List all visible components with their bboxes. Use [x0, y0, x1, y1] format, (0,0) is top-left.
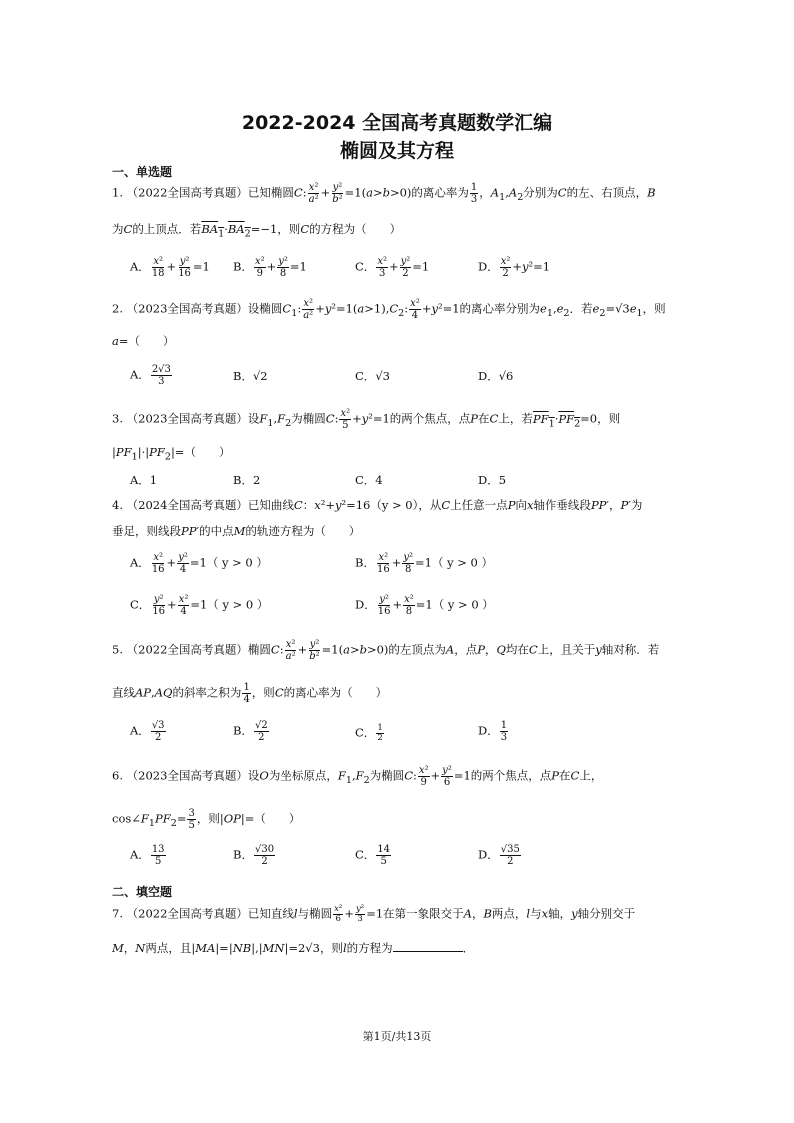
q3-option-c[interactable]: C．4: [355, 473, 383, 487]
q5-option-a[interactable]: A． $\frac{√3}{2}$: [130, 720, 165, 743]
q3-option-a[interactable]: A．1: [130, 473, 158, 487]
q4-option-a[interactable]: A． $\frac{\text{x²}}{16}$ + $\frac{\text{y²}}{4}$ =1（ y > 0 ）: [130, 552, 268, 575]
question-1: 1. （2022全国高考真题）已知椭圆C: $\frac{\text{x²}}{\text{a²}}$ + $\frac{\text{y²}}{\text{b²}}$ =1(a>b>0)的离心率为 $\frac{1}{3}$ ，$A_1,A_2$分别为C的左、右顶点，B: [112, 182, 656, 205]
q3-option-d[interactable]: D．5: [478, 473, 507, 487]
q1-option-d[interactable]: D． $\frac{\text{x²}}{2}$ +y²=1: [478, 256, 551, 279]
question-6: 6. （2023全国高考真题）设O为坐标原点，$F_1,F_2$为椭圆C: $\frac{\text{x²}}{9}$ + $\frac{\text{y²}}{6}$ =1的两个焦点，点P在C上，: [112, 765, 603, 788]
question-1-line-2: 为C的上顶点．若$BA_1\cdot BA_2=-1$，则C的方程为（ ）: [112, 222, 402, 240]
q1-option-c[interactable]: C． $\frac{\text{x²}}{3}$ + $\frac{\text{y²}}{2}$ =1: [355, 256, 430, 279]
q6-option-b[interactable]: B． $\frac{√30}{2}$: [233, 844, 275, 867]
question-5-line-2: 直线AP,AQ的斜率之积为 $\frac{1}{4}$ ，则C的离心率为（ ）: [112, 682, 388, 705]
q2-option-a[interactable]: A． $\frac{2√3}{3}$: [130, 364, 171, 387]
question-2: 2. （2023全国高考真题）设椭圆$C_1$: $\frac{\text{x²}}{\text{a²}}$ $+y^2=1(a>1),C_2$: $\frac{\text{x²}}{4}$ +y²=1的离心率分别为$e_1,e_2$．若$e_2=√3e_1$，则: [112, 298, 666, 321]
question-5: 5. （2022全国高考真题）椭圆C: $\frac{\text{x²}}{\text{a²}}$ + $\frac{\text{y²}}{\text{b²}}$ =1(a>b>0)的左顶点为A，点P，Q均在C上，且关于y轴对称．若: [112, 639, 660, 662]
q6-option-c[interactable]: C． $\frac{14}{5}$: [355, 844, 391, 867]
q6-option-d[interactable]: D． $\frac{√35}{2}$: [478, 844, 520, 867]
q5-option-d[interactable]: D． $\frac{1}{3}$: [478, 720, 508, 743]
q6-option-a[interactable]: A． $\frac{13}{5}$: [130, 844, 165, 867]
page-footer: 第1页/共13页: [362, 1030, 432, 1043]
question-6-line-2: $\cos\angle F_1PF_2=$ $\frac{3}{5}$ ，则|OP|=（ ）: [112, 808, 301, 831]
q1-option-b[interactable]: B． $\frac{\text{x²}}{9}$ + $\frac{\text{y²}}{8}$ =1: [233, 256, 307, 279]
q2-option-c[interactable]: C．√3: [355, 369, 390, 383]
question-4-line-2: 垂足，则线段PP′的中点M的轨迹方程为（ ）: [112, 524, 361, 538]
question-2-line-2: a=（ ）: [112, 334, 175, 348]
q4-option-d[interactable]: D． $\frac{\text{y²}}{16}$ + $\frac{\text{x²}}{8}$ =1（ y > 0 ）: [355, 594, 494, 617]
answer-blank[interactable]: [393, 951, 463, 952]
q2-option-b[interactable]: B．√2: [233, 369, 268, 383]
q5-option-c[interactable]: C． $\frac{1}{2}$: [355, 723, 383, 743]
document-title: 2022-2024 全国高考真题数学汇编: [241, 112, 553, 134]
question-7-line-2: M，N两点，且|MA|=|NB|,|MN|=2√3，则l的方程为 ．: [112, 941, 475, 955]
question-4: 4. （2024全国高考真题）已知曲线C：x²+y²=16（y > 0），从C上任意一点P向x轴作垂线段PP′，P′为: [112, 498, 643, 512]
q4-option-b[interactable]: B． $\frac{\text{x²}}{16}$ + $\frac{\text{y²}}{8}$ =1（ y > 0 ）: [355, 552, 494, 575]
question-3-line-2: $|PF_1|\cdot|PF_2|=$（ ）: [112, 445, 231, 463]
section-heading-fill-in: 二、填空题: [112, 885, 173, 899]
q5-option-b[interactable]: B． $\frac{√2}{2}$: [233, 720, 268, 743]
document-subtitle: 椭圆及其方程: [339, 140, 454, 162]
q4-option-c[interactable]: C． $\frac{\text{y²}}{16}$ + $\frac{\text{x²}}{4}$ =1（ y > 0 ）: [130, 594, 269, 617]
q1-option-a[interactable]: A． $\frac{\text{x²}}{18}$ + $\frac{\text{y²}}{16}$ =1: [130, 256, 210, 279]
q3-option-b[interactable]: B．2: [233, 473, 261, 487]
q2-option-d[interactable]: D．√6: [478, 369, 514, 383]
question-3: 3. （2023全国高考真题）设$F_1,F_2$为椭圆C: $\frac{\text{x²}}{5}$ +y²=1的两个焦点，点P在C上，若$PF_1\cdot PF_2=0$，则: [112, 408, 621, 431]
question-7: 7. （2022全国高考真题）已知直线l与椭圆 $\frac{\text{x²}}{6}$ + $\frac{\text{y²}}{3}$ =1在第一象限交于A，B两点，l与x轴，y轴分别交于: [112, 904, 636, 924]
section-heading-single-choice: 一、单选题: [112, 165, 173, 179]
